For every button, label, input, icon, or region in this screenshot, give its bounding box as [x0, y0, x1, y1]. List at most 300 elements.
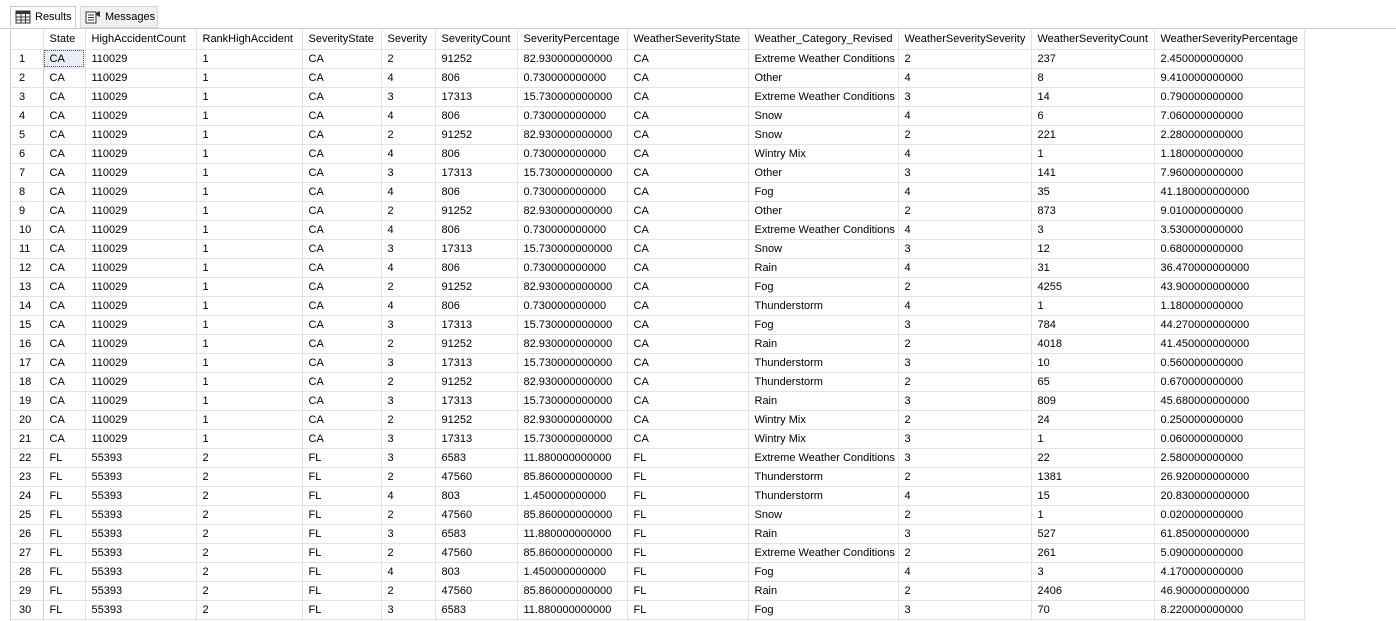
table-cell[interactable]: CA: [627, 277, 748, 296]
table-cell[interactable]: 0.250000000000: [1154, 410, 1304, 429]
table-cell[interactable]: 2: [898, 201, 1031, 220]
table-cell[interactable]: 55393: [85, 448, 196, 467]
table-cell[interactable]: 527: [1031, 524, 1154, 543]
table-cell[interactable]: 1: [196, 315, 302, 334]
table-cell[interactable]: 9.410000000000: [1154, 68, 1304, 87]
table-cell[interactable]: Fog: [748, 182, 898, 201]
table-cell[interactable]: FL: [627, 524, 748, 543]
table-cell[interactable]: 3: [381, 391, 435, 410]
table-cell[interactable]: CA: [43, 315, 85, 334]
table-cell[interactable]: 4: [381, 144, 435, 163]
table-cell[interactable]: FL: [43, 486, 85, 505]
table-cell[interactable]: 3: [898, 391, 1031, 410]
table-cell[interactable]: FL: [43, 543, 85, 562]
row-number-cell[interactable]: 28: [11, 562, 43, 581]
table-row[interactable]: [11, 277, 1304, 296]
table-cell[interactable]: 47560: [435, 505, 517, 524]
table-cell[interactable]: 4: [381, 258, 435, 277]
tab-messages[interactable]: [80, 6, 158, 28]
table-cell[interactable]: 91252: [435, 372, 517, 391]
table-cell[interactable]: 8: [1031, 68, 1154, 87]
table-cell[interactable]: 2: [898, 277, 1031, 296]
table-cell[interactable]: Extreme Weather Conditions: [748, 448, 898, 467]
table-cell[interactable]: CA: [43, 106, 85, 125]
table-cell[interactable]: 1: [196, 296, 302, 315]
row-number-cell[interactable]: 18: [11, 372, 43, 391]
table-cell[interactable]: 4: [381, 182, 435, 201]
table-cell[interactable]: 4: [381, 562, 435, 581]
table-row[interactable]: [11, 334, 1304, 353]
table-cell[interactable]: 2: [381, 49, 435, 68]
table-cell[interactable]: FL: [43, 581, 85, 600]
table-cell[interactable]: 110029: [85, 315, 196, 334]
row-number-cell[interactable]: 10: [11, 220, 43, 239]
table-cell[interactable]: CA: [302, 106, 381, 125]
table-cell[interactable]: 2: [196, 600, 302, 619]
column-header[interactable]: WeatherSeveritySeverity: [898, 30, 1031, 49]
table-cell[interactable]: 110029: [85, 296, 196, 315]
row-number-cell[interactable]: 24: [11, 486, 43, 505]
row-number-cell[interactable]: 20: [11, 410, 43, 429]
table-cell[interactable]: FL: [627, 467, 748, 486]
table-cell[interactable]: 3: [898, 353, 1031, 372]
table-cell[interactable]: 0.670000000000: [1154, 372, 1304, 391]
table-cell[interactable]: 3: [898, 315, 1031, 334]
table-row[interactable]: [11, 581, 1304, 600]
row-number-cell[interactable]: 5: [11, 125, 43, 144]
row-number-cell[interactable]: 17: [11, 353, 43, 372]
table-cell[interactable]: 2: [898, 581, 1031, 600]
table-cell[interactable]: 110029: [85, 391, 196, 410]
table-cell[interactable]: 15.730000000000: [517, 429, 627, 448]
table-cell[interactable]: 2: [196, 505, 302, 524]
table-cell[interactable]: 11.880000000000: [517, 448, 627, 467]
table-cell[interactable]: 2: [381, 467, 435, 486]
table-cell[interactable]: 12: [1031, 239, 1154, 258]
table-cell[interactable]: 110029: [85, 277, 196, 296]
table-cell[interactable]: CA: [627, 334, 748, 353]
table-cell[interactable]: 3: [1031, 220, 1154, 239]
table-cell[interactable]: 0.730000000000: [517, 258, 627, 277]
table-cell[interactable]: 4: [381, 486, 435, 505]
table-cell[interactable]: 2: [898, 372, 1031, 391]
table-cell[interactable]: 0.020000000000: [1154, 505, 1304, 524]
table-cell[interactable]: 11.880000000000: [517, 600, 627, 619]
table-cell[interactable]: 2: [196, 524, 302, 543]
table-cell[interactable]: FL: [302, 505, 381, 524]
table-cell[interactable]: 2: [196, 448, 302, 467]
table-cell[interactable]: 46.900000000000: [1154, 581, 1304, 600]
table-cell[interactable]: 91252: [435, 334, 517, 353]
row-number-cell[interactable]: 19: [11, 391, 43, 410]
table-row[interactable]: [11, 391, 1304, 410]
table-cell[interactable]: CA: [627, 201, 748, 220]
table-cell[interactable]: 1: [196, 144, 302, 163]
table-cell[interactable]: CA: [302, 201, 381, 220]
table-cell[interactable]: 26.920000000000: [1154, 467, 1304, 486]
table-cell[interactable]: CA: [43, 410, 85, 429]
table-cell[interactable]: 0.730000000000: [517, 144, 627, 163]
table-cell[interactable]: 237: [1031, 49, 1154, 68]
table-cell[interactable]: CA: [302, 258, 381, 277]
table-cell[interactable]: 110029: [85, 429, 196, 448]
table-cell[interactable]: 3: [381, 87, 435, 106]
row-number-cell[interactable]: 9: [11, 201, 43, 220]
table-cell[interactable]: 41.180000000000: [1154, 182, 1304, 201]
row-number-cell[interactable]: 23: [11, 467, 43, 486]
table-cell[interactable]: 61.850000000000: [1154, 524, 1304, 543]
table-cell[interactable]: 2: [381, 505, 435, 524]
table-cell[interactable]: 2.450000000000: [1154, 49, 1304, 68]
table-cell[interactable]: FL: [627, 562, 748, 581]
column-header[interactable]: WeatherSeverityState: [627, 30, 748, 49]
row-number-cell[interactable]: 16: [11, 334, 43, 353]
table-cell[interactable]: 0.680000000000: [1154, 239, 1304, 258]
table-cell[interactable]: 110029: [85, 220, 196, 239]
table-cell[interactable]: 9.010000000000: [1154, 201, 1304, 220]
table-cell[interactable]: CA: [302, 239, 381, 258]
table-cell[interactable]: 15.730000000000: [517, 87, 627, 106]
table-cell[interactable]: 141: [1031, 163, 1154, 182]
table-cell[interactable]: CA: [43, 334, 85, 353]
table-cell[interactable]: 110029: [85, 372, 196, 391]
table-cell[interactable]: 91252: [435, 125, 517, 144]
table-cell[interactable]: 4: [381, 68, 435, 87]
table-cell[interactable]: 803: [435, 486, 517, 505]
table-cell[interactable]: CA: [302, 315, 381, 334]
table-cell[interactable]: 2: [196, 543, 302, 562]
table-cell[interactable]: Fog: [748, 562, 898, 581]
table-cell[interactable]: 110029: [85, 258, 196, 277]
table-cell[interactable]: CA: [43, 296, 85, 315]
table-cell[interactable]: 4: [898, 144, 1031, 163]
table-cell[interactable]: Thunderstorm: [748, 372, 898, 391]
table-cell[interactable]: 70: [1031, 600, 1154, 619]
table-cell[interactable]: FL: [302, 543, 381, 562]
table-cell[interactable]: 2: [898, 505, 1031, 524]
table-cell[interactable]: 806: [435, 258, 517, 277]
table-cell[interactable]: FL: [43, 600, 85, 619]
table-cell[interactable]: FL: [627, 581, 748, 600]
table-cell[interactable]: Wintry Mix: [748, 144, 898, 163]
table-cell[interactable]: 4: [898, 182, 1031, 201]
table-cell[interactable]: 4: [898, 486, 1031, 505]
table-cell[interactable]: FL: [627, 505, 748, 524]
table-cell[interactable]: 82.930000000000: [517, 334, 627, 353]
row-number-cell[interactable]: 22: [11, 448, 43, 467]
table-cell[interactable]: 2: [898, 49, 1031, 68]
table-cell[interactable]: 806: [435, 182, 517, 201]
table-cell[interactable]: 91252: [435, 49, 517, 68]
table-cell[interactable]: CA: [627, 163, 748, 182]
table-cell[interactable]: CA: [302, 296, 381, 315]
table-cell[interactable]: 809: [1031, 391, 1154, 410]
row-number-cell[interactable]: 3: [11, 87, 43, 106]
column-header[interactable]: Severity: [381, 30, 435, 49]
table-cell[interactable]: 221: [1031, 125, 1154, 144]
table-cell[interactable]: 110029: [85, 125, 196, 144]
table-cell[interactable]: CA: [43, 429, 85, 448]
table-cell[interactable]: Rain: [748, 524, 898, 543]
table-cell[interactable]: 0.730000000000: [517, 220, 627, 239]
table-cell[interactable]: 15.730000000000: [517, 239, 627, 258]
table-cell[interactable]: Other: [748, 68, 898, 87]
table-cell[interactable]: 41.450000000000: [1154, 334, 1304, 353]
table-cell[interactable]: CA: [43, 353, 85, 372]
table-cell[interactable]: 806: [435, 68, 517, 87]
table-cell[interactable]: 82.930000000000: [517, 125, 627, 144]
row-number-cell[interactable]: 11: [11, 239, 43, 258]
table-cell[interactable]: 0.730000000000: [517, 296, 627, 315]
table-cell[interactable]: CA: [627, 49, 748, 68]
table-cell[interactable]: 806: [435, 220, 517, 239]
table-cell[interactable]: CA: [302, 125, 381, 144]
table-cell[interactable]: 3: [1031, 562, 1154, 581]
table-cell[interactable]: 1: [196, 391, 302, 410]
table-cell[interactable]: Wintry Mix: [748, 429, 898, 448]
table-cell[interactable]: 82.930000000000: [517, 49, 627, 68]
table-cell[interactable]: 15: [1031, 486, 1154, 505]
table-cell[interactable]: 110029: [85, 144, 196, 163]
table-cell[interactable]: 20.830000000000: [1154, 486, 1304, 505]
table-cell[interactable]: Extreme Weather Conditions: [748, 49, 898, 68]
table-cell[interactable]: 1: [196, 163, 302, 182]
table-cell[interactable]: 873: [1031, 201, 1154, 220]
table-cell[interactable]: 17313: [435, 315, 517, 334]
table-cell[interactable]: 1: [1031, 505, 1154, 524]
table-cell[interactable]: 47560: [435, 543, 517, 562]
table-cell[interactable]: 2: [381, 277, 435, 296]
table-cell[interactable]: 10: [1031, 353, 1154, 372]
row-number-cell[interactable]: 6: [11, 144, 43, 163]
table-cell[interactable]: 2: [381, 410, 435, 429]
table-cell[interactable]: CA: [302, 220, 381, 239]
table-cell[interactable]: 1: [196, 429, 302, 448]
table-row[interactable]: [11, 372, 1304, 391]
table-cell[interactable]: 47560: [435, 467, 517, 486]
table-cell[interactable]: 55393: [85, 581, 196, 600]
table-cell[interactable]: CA: [627, 144, 748, 163]
table-cell[interactable]: CA: [43, 49, 85, 68]
table-cell[interactable]: 1: [1031, 429, 1154, 448]
table-cell[interactable]: 24: [1031, 410, 1154, 429]
table-cell[interactable]: 3: [381, 524, 435, 543]
row-number-cell[interactable]: 26: [11, 524, 43, 543]
table-cell[interactable]: 1.180000000000: [1154, 144, 1304, 163]
table-cell[interactable]: 17313: [435, 87, 517, 106]
table-cell[interactable]: 2: [196, 486, 302, 505]
table-row[interactable]: [11, 258, 1304, 277]
table-cell[interactable]: 1: [1031, 144, 1154, 163]
table-cell[interactable]: CA: [627, 258, 748, 277]
table-cell[interactable]: FL: [627, 600, 748, 619]
table-cell[interactable]: 6583: [435, 448, 517, 467]
table-cell[interactable]: 110029: [85, 49, 196, 68]
table-cell[interactable]: Other: [748, 163, 898, 182]
table-cell[interactable]: CA: [627, 372, 748, 391]
table-cell[interactable]: CA: [43, 258, 85, 277]
table-cell[interactable]: 1: [196, 258, 302, 277]
table-cell[interactable]: 1: [196, 201, 302, 220]
table-cell[interactable]: 6583: [435, 524, 517, 543]
table-cell[interactable]: 3.530000000000: [1154, 220, 1304, 239]
table-row[interactable]: [11, 353, 1304, 372]
row-number-cell[interactable]: 29: [11, 581, 43, 600]
table-cell[interactable]: 55393: [85, 505, 196, 524]
table-cell[interactable]: FL: [302, 581, 381, 600]
table-cell[interactable]: Rain: [748, 391, 898, 410]
table-cell[interactable]: 85.860000000000: [517, 467, 627, 486]
table-cell[interactable]: 1: [196, 106, 302, 125]
table-cell[interactable]: 1: [196, 87, 302, 106]
table-row[interactable]: [11, 505, 1304, 524]
table-cell[interactable]: 17313: [435, 391, 517, 410]
table-cell[interactable]: 4255: [1031, 277, 1154, 296]
table-cell[interactable]: 17313: [435, 239, 517, 258]
table-cell[interactable]: 6: [1031, 106, 1154, 125]
table-cell[interactable]: FL: [302, 600, 381, 619]
row-number-cell[interactable]: 2: [11, 68, 43, 87]
table-row[interactable]: [11, 182, 1304, 201]
table-cell[interactable]: 4: [381, 106, 435, 125]
table-cell[interactable]: 4: [898, 68, 1031, 87]
table-cell[interactable]: CA: [627, 391, 748, 410]
table-cell[interactable]: 4018: [1031, 334, 1154, 353]
table-cell[interactable]: 22: [1031, 448, 1154, 467]
table-cell[interactable]: 0.560000000000: [1154, 353, 1304, 372]
table-cell[interactable]: 806: [435, 296, 517, 315]
table-cell[interactable]: 2: [196, 467, 302, 486]
table-cell[interactable]: 35: [1031, 182, 1154, 201]
table-cell[interactable]: FL: [43, 562, 85, 581]
table-cell[interactable]: 11.880000000000: [517, 524, 627, 543]
row-number-cell[interactable]: 27: [11, 543, 43, 562]
table-cell[interactable]: 1: [1031, 296, 1154, 315]
table-cell[interactable]: 2: [381, 334, 435, 353]
table-cell[interactable]: CA: [627, 429, 748, 448]
table-cell[interactable]: Fog: [748, 600, 898, 619]
table-cell[interactable]: 806: [435, 106, 517, 125]
table-cell[interactable]: 2: [381, 201, 435, 220]
table-cell[interactable]: 1.180000000000: [1154, 296, 1304, 315]
table-cell[interactable]: 7.960000000000: [1154, 163, 1304, 182]
table-cell[interactable]: CA: [43, 182, 85, 201]
table-cell[interactable]: CA: [302, 49, 381, 68]
table-cell[interactable]: Fog: [748, 315, 898, 334]
table-cell[interactable]: 1: [196, 220, 302, 239]
table-cell[interactable]: 2406: [1031, 581, 1154, 600]
table-cell[interactable]: 91252: [435, 410, 517, 429]
table-cell[interactable]: Rain: [748, 258, 898, 277]
row-number-cell[interactable]: 13: [11, 277, 43, 296]
column-header[interactable]: SeverityCount: [435, 30, 517, 49]
column-header[interactable]: State: [43, 30, 85, 49]
table-row[interactable]: [11, 125, 1304, 144]
table-cell[interactable]: 82.930000000000: [517, 201, 627, 220]
table-cell[interactable]: 3: [381, 600, 435, 619]
table-cell[interactable]: Extreme Weather Conditions: [748, 220, 898, 239]
table-cell[interactable]: 110029: [85, 410, 196, 429]
table-cell[interactable]: 2: [898, 410, 1031, 429]
table-cell[interactable]: CA: [43, 163, 85, 182]
table-cell[interactable]: CA: [43, 239, 85, 258]
table-cell[interactable]: Thunderstorm: [748, 467, 898, 486]
table-cell[interactable]: 15.730000000000: [517, 315, 627, 334]
table-row[interactable]: [11, 163, 1304, 182]
table-cell[interactable]: 85.860000000000: [517, 581, 627, 600]
table-cell[interactable]: 82.930000000000: [517, 277, 627, 296]
row-number-cell[interactable]: 1: [11, 49, 43, 68]
table-row[interactable]: [11, 144, 1304, 163]
table-cell[interactable]: CA: [43, 87, 85, 106]
table-cell[interactable]: FL: [302, 467, 381, 486]
table-cell[interactable]: 3: [898, 524, 1031, 543]
table-row[interactable]: [11, 467, 1304, 486]
table-cell[interactable]: 0.730000000000: [517, 68, 627, 87]
table-cell[interactable]: 784: [1031, 315, 1154, 334]
table-cell[interactable]: CA: [302, 391, 381, 410]
column-header[interactable]: SeverityState: [302, 30, 381, 49]
table-cell[interactable]: 6583: [435, 600, 517, 619]
table-cell[interactable]: 3: [381, 353, 435, 372]
column-header[interactable]: RankHighAccident: [196, 30, 302, 49]
table-cell[interactable]: 1: [196, 353, 302, 372]
table-cell[interactable]: CA: [302, 353, 381, 372]
table-cell[interactable]: FL: [627, 448, 748, 467]
table-cell[interactable]: 55393: [85, 467, 196, 486]
table-cell[interactable]: 3: [898, 239, 1031, 258]
table-cell[interactable]: 55393: [85, 524, 196, 543]
table-cell[interactable]: CA: [43, 144, 85, 163]
table-cell[interactable]: CA: [43, 220, 85, 239]
table-cell[interactable]: Snow: [748, 239, 898, 258]
table-cell[interactable]: CA: [627, 353, 748, 372]
row-number-cell[interactable]: 8: [11, 182, 43, 201]
table-cell[interactable]: FL: [302, 562, 381, 581]
table-cell[interactable]: CA: [43, 277, 85, 296]
column-header[interactable]: SeverityPercentage: [517, 30, 627, 49]
table-cell[interactable]: 3: [898, 600, 1031, 619]
table-cell[interactable]: 4: [381, 220, 435, 239]
row-number-cell[interactable]: 30: [11, 600, 43, 619]
table-cell[interactable]: 55393: [85, 543, 196, 562]
table-cell[interactable]: CA: [43, 372, 85, 391]
table-cell[interactable]: 1: [196, 410, 302, 429]
table-cell[interactable]: 2: [381, 125, 435, 144]
table-row[interactable]: [11, 448, 1304, 467]
table-cell[interactable]: 110029: [85, 201, 196, 220]
column-header[interactable]: WeatherSeverityPercentage: [1154, 30, 1304, 49]
table-cell[interactable]: 110029: [85, 334, 196, 353]
table-cell[interactable]: Other: [748, 201, 898, 220]
table-row[interactable]: [11, 220, 1304, 239]
table-cell[interactable]: 4.170000000000: [1154, 562, 1304, 581]
table-cell[interactable]: 4: [898, 258, 1031, 277]
table-cell[interactable]: 8.220000000000: [1154, 600, 1304, 619]
table-row[interactable]: [11, 201, 1304, 220]
table-cell[interactable]: CA: [302, 182, 381, 201]
table-cell[interactable]: 44.270000000000: [1154, 315, 1304, 334]
table-cell[interactable]: 2: [196, 581, 302, 600]
table-cell[interactable]: Thunderstorm: [748, 296, 898, 315]
row-number-cell[interactable]: 14: [11, 296, 43, 315]
table-cell[interactable]: 15.730000000000: [517, 353, 627, 372]
table-cell[interactable]: Wintry Mix: [748, 410, 898, 429]
tab-results[interactable]: [10, 6, 76, 28]
table-cell[interactable]: Snow: [748, 505, 898, 524]
row-number-cell[interactable]: 25: [11, 505, 43, 524]
table-cell[interactable]: 85.860000000000: [517, 543, 627, 562]
